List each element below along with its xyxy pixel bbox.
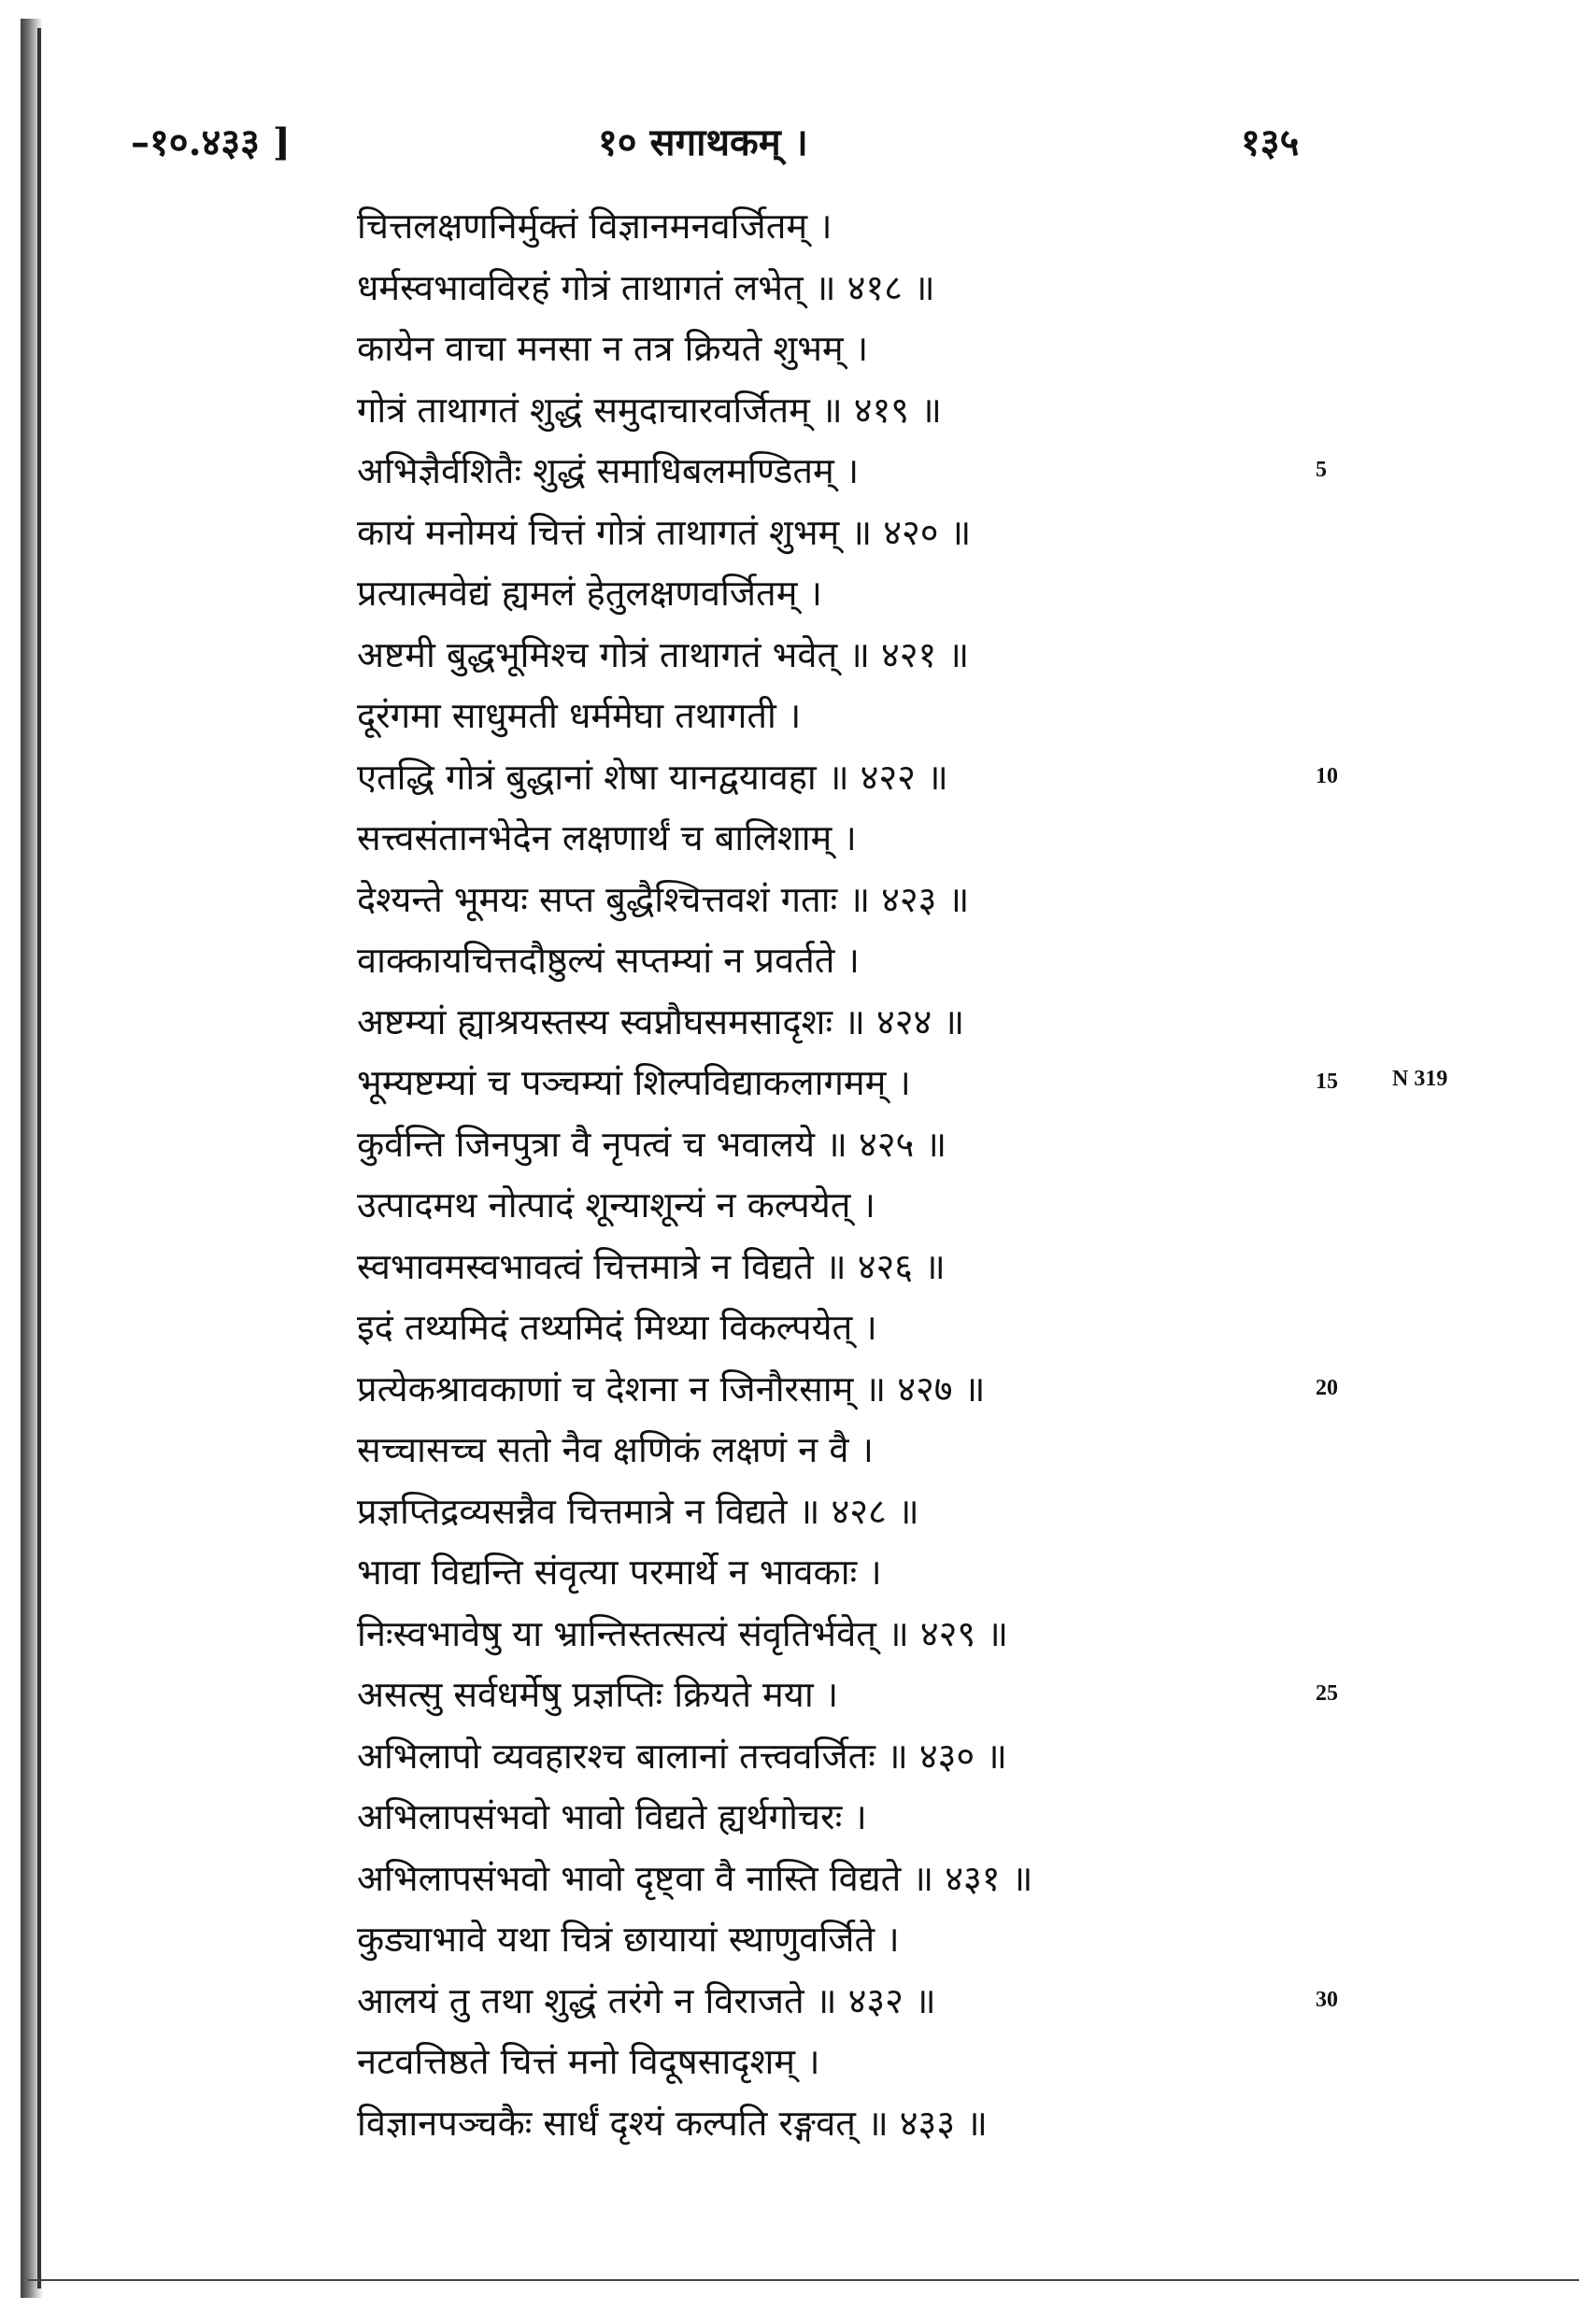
- verse-line: नटवत्तिष्ठते चित्तं मनो विदूषसादृशम् ।: [357, 2041, 820, 2082]
- verse-line: कुर्वन्ति जिनपुत्रा वै नृपत्वं च भवालये ॥ ४२५ ॥: [357, 1123, 947, 1165]
- footer-rule: [28, 2279, 1579, 2281]
- verse-line: प्रत्यात्मवेद्यं ह्यमलं हेतुलक्षणवर्जितम् ।: [357, 573, 822, 614]
- verse-line: दूरंगमा साधुमती धर्ममेघा तथागती ।: [357, 695, 802, 736]
- verse-line: आलयं तु तथा शुद्धं तरंगे न विराजते ॥ ४३२ ॥: [357, 1979, 936, 2021]
- verse-line: अभिज्ञैर्वशितैः शुद्धं समाधिबलमण्डितम् ।: [357, 450, 860, 491]
- verse-line: उत्पादमथ नोत्पादं शून्याशून्यं न कल्पयेत् ।: [357, 1184, 875, 1226]
- verse-line: अष्टमी बुद्धभूमिश्च गोत्रं ताथागतं भवेत् ॥ ४२१ ॥: [357, 633, 970, 675]
- verse-line: अभिलापसंभवो भावो दृष्ट्वा वै नास्ति विद्यते ॥ ४३१ ॥: [357, 1857, 1033, 1899]
- verse-line: भावा विद्यन्ति संवृत्या परमार्थे न भावकाः ।: [357, 1552, 882, 1593]
- verse-line: प्रत्येकश्रावकाणां च देशना न जिनौरसाम् ॥ ४२७ ॥: [357, 1367, 986, 1410]
- verse-line: अष्टम्यां ह्याश्रयस्तस्य स्वप्नौघसमसादृशः ॥ ४२४ ॥: [357, 1000, 965, 1042]
- line-number: 10: [1316, 763, 1338, 788]
- verse-list: [357, 196, 1032, 2154]
- verse-line: असत्सु सर्वधर्मेषु प्रज्ञप्तिः क्रियते मया ।: [357, 1674, 839, 1715]
- verse-line: सच्चासच्च सतो नैव क्षणिकं लक्षणं न वै ।: [357, 1429, 874, 1470]
- verse-line: धर्मस्वभावविरहं गोत्रं ताथागतं लभेत् ॥ ४१८ ॥: [357, 266, 935, 308]
- line-number: 15: [1316, 1070, 1338, 1094]
- page-number: १३५: [1241, 120, 1300, 164]
- line-number: 5: [1316, 458, 1327, 482]
- verse-line: कायेन वाचा मनसा न तत्र क्रियते शुभम् ।: [357, 328, 869, 369]
- verse-line: चित्तलक्षणनिर्मुक्तं विज्ञानमनवर्जितम् ।: [357, 205, 833, 247]
- verse-line: भूम्यष्टम्यां च पञ्चम्यां शिल्पविद्याकलागमम् ।: [357, 1062, 911, 1103]
- verse-line: इदं तथ्यमिदं तथ्यमिदं मिथ्या विकल्पयेत् ।: [357, 1307, 877, 1348]
- verse-line: प्रज्ञप्तिद्रव्यसन्नैव चित्तमात्रे न विद्यते ॥ ४२८ ॥: [357, 1490, 919, 1532]
- verse-line: निःस्वभावेषु या भ्रान्तिस्तत्सत्यं संवृतिर्भवेत् ॥ ४२९ ॥: [357, 1612, 1008, 1654]
- verse-line: अभिलापो व्यवहारश्च बालानां तत्त्ववर्जितः ॥ ४३० ॥: [357, 1735, 1007, 1777]
- verse-line: एतद्धि गोत्रं बुद्धानां शेषा यानद्वयावहा ॥ ४२२ ॥: [357, 756, 948, 798]
- verse-line: गोत्रं ताथागतं शुद्धं समुदाचारवर्जितम् ॥ ४१९ ॥: [357, 389, 942, 431]
- line-number: 25: [1316, 1681, 1338, 1706]
- verse-line: सत्त्वसंतानभेदेन लक्षणार्थं च बालिशाम् ।: [357, 817, 857, 858]
- line-number: 30: [1316, 1987, 1338, 2012]
- line-number: 20: [1316, 1375, 1338, 1400]
- verse-line: कुड्याभावे यथा चित्रं छायायां स्थाणुवर्जिते ।: [357, 1919, 900, 1960]
- verse-line: कायं मनोमयं चित्तं गोत्रं ताथागतं शुभम् ॥ ४२० ॥: [357, 511, 972, 553]
- page-section-reference: –१०.४३३ ]: [131, 120, 291, 164]
- verse-line: विज्ञानपञ्चकैः सार्धं दृश्यं कल्पति रङ्गवत् ॥ ४३३ ॥: [357, 2102, 988, 2144]
- verse-line: वाक्कायचित्तदौष्ठुल्यं सप्तम्यां न प्रवर्तते ।: [357, 940, 860, 981]
- margin-reference: N 319: [1392, 1067, 1448, 1091]
- verse-line: स्वभावमस्वभावत्वं चित्तमात्रे न विद्यते ॥ ४२६ ॥: [357, 1245, 946, 1287]
- verse-line: देश्यन्ते भूमयः सप्त बुद्धैश्चित्तवशं गताः ॥ ४२३ ॥: [357, 878, 970, 920]
- book-spine-edge: [37, 28, 41, 2289]
- chapter-title: १० सगाथकम् ।: [598, 120, 808, 164]
- verse-line: अभिलापसंभवो भावो विद्यते ह्यर्थगोचरः ।: [357, 1796, 867, 1837]
